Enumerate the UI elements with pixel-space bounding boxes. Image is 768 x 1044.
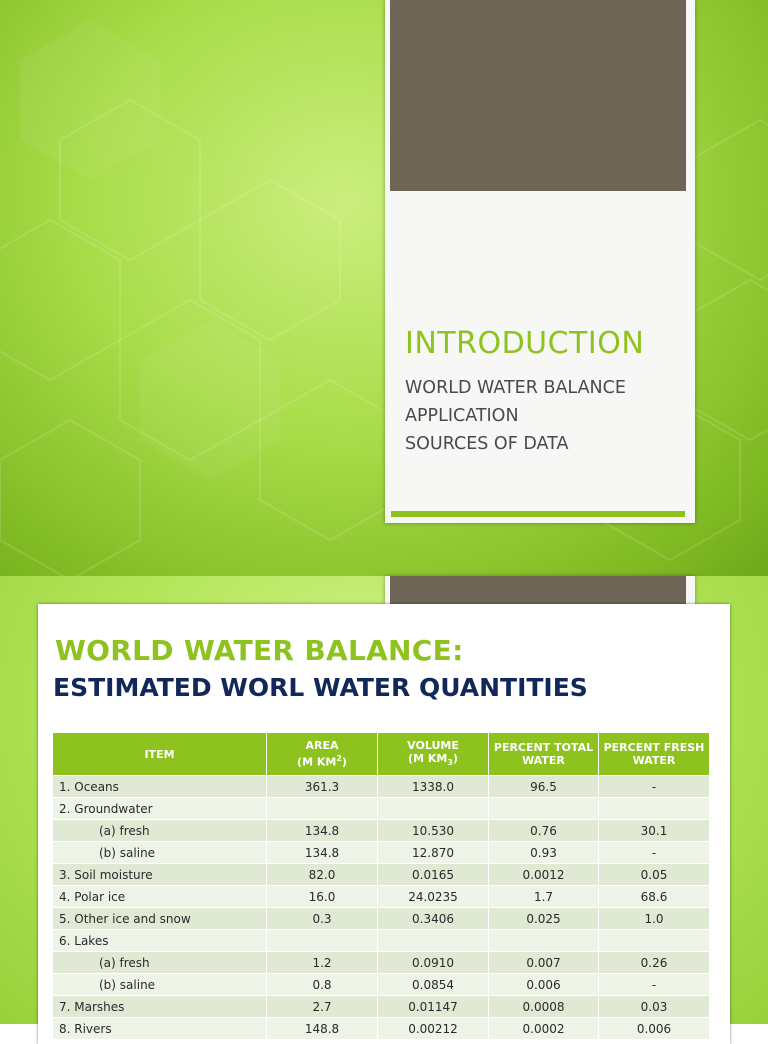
header-item: ITEM xyxy=(53,733,267,776)
header-volume-unit-prefix: (M KM xyxy=(408,751,448,765)
cell-volume: 0.3406 xyxy=(378,908,489,930)
cell-area: 134.8 xyxy=(267,842,378,864)
cell-pct-fresh: 1.0 xyxy=(599,908,710,930)
cell-area: 361.3 xyxy=(267,776,378,798)
accent-bar xyxy=(391,511,685,517)
cell-item: 7. Marshes xyxy=(53,996,267,1018)
cell-pct-total: 0.0002 xyxy=(489,1018,599,1040)
header-percent-fresh: PERCENT FRESH WATER xyxy=(599,733,710,776)
header-percent-total: PERCENT TOTAL WATER xyxy=(489,733,599,776)
table-row xyxy=(53,974,710,996)
cell-volume: 0.0854 xyxy=(378,974,489,996)
cell-item: (a) fresh xyxy=(53,952,267,974)
header-area-unit-prefix: (M KM xyxy=(297,755,337,769)
cell-pct-fresh: 0.03 xyxy=(599,996,710,1018)
header-image-placeholder xyxy=(390,0,686,191)
cell-volume xyxy=(378,930,489,952)
cell-pct-fresh: 0.05 xyxy=(599,864,710,886)
cell-volume: 1338.0 xyxy=(378,776,489,798)
cell-pct-total: 0.0008 xyxy=(489,996,599,1018)
cell-area: 2.7 xyxy=(267,996,378,1018)
table-row xyxy=(53,908,710,930)
header-area xyxy=(267,733,378,776)
header-volume xyxy=(378,733,489,776)
cell-area xyxy=(267,798,378,820)
cell-area xyxy=(267,930,378,952)
cell-item: (b) saline xyxy=(53,974,267,996)
cell-area: 82.0 xyxy=(267,864,378,886)
cell-pct-fresh xyxy=(599,798,710,820)
cell-pct-total: 0.025 xyxy=(489,908,599,930)
cell-pct-fresh: - xyxy=(599,842,710,864)
header-volume-label: VOLUME xyxy=(407,738,459,752)
water-balance-slide xyxy=(0,576,768,1036)
header-area-unit-suffix: ) xyxy=(341,755,347,769)
topic-item: APPLICATION xyxy=(405,406,519,426)
cell-item: 4. Polar ice xyxy=(53,886,267,908)
title-card xyxy=(385,0,695,523)
cell-pct-fresh: 30.1 xyxy=(599,820,710,842)
cell-area: 16.0 xyxy=(267,886,378,908)
table-row xyxy=(53,842,710,864)
cell-pct-total: 0.006 xyxy=(489,974,599,996)
table-row xyxy=(53,886,710,908)
table-body xyxy=(53,776,710,1040)
cell-area: 148.8 xyxy=(267,1018,378,1040)
cell-volume: 12.870 xyxy=(378,842,489,864)
cell-pct-fresh: 0.006 xyxy=(599,1018,710,1040)
table-row xyxy=(53,864,710,886)
cell-area: 134.8 xyxy=(267,820,378,842)
topic-item: SOURCES OF DATA xyxy=(405,434,569,454)
cell-pct-total: 1.7 xyxy=(489,886,599,908)
cell-item: 3. Soil moisture xyxy=(53,864,267,886)
cell-pct-fresh: - xyxy=(599,974,710,996)
cell-pct-fresh: 68.6 xyxy=(599,886,710,908)
cell-pct-fresh: - xyxy=(599,776,710,798)
cell-pct-total: 0.0012 xyxy=(489,864,599,886)
cell-volume: 0.0165 xyxy=(378,864,489,886)
cell-item: 1. Oceans xyxy=(53,776,267,798)
header-volume-unit-sub: 3 xyxy=(447,758,453,768)
topic-list xyxy=(405,374,626,458)
table-header-row xyxy=(53,733,710,776)
cell-item: 2. Groundwater xyxy=(53,798,267,820)
cell-item: 5. Other ice and snow xyxy=(53,908,267,930)
header-area-label: AREA xyxy=(305,739,339,753)
header-volume-unit-suffix: ) xyxy=(452,751,458,765)
cell-pct-total xyxy=(489,798,599,820)
cell-pct-total: 0.007 xyxy=(489,952,599,974)
table-row xyxy=(53,820,710,842)
table-row xyxy=(53,798,710,820)
cell-pct-total xyxy=(489,930,599,952)
cell-volume: 10.530 xyxy=(378,820,489,842)
cell-pct-fresh xyxy=(599,930,710,952)
cell-item: 6. Lakes xyxy=(53,930,267,952)
cell-volume: 0.01147 xyxy=(378,996,489,1018)
slide-title: INTRODUCTION xyxy=(405,326,645,361)
cell-pct-total: 96.5 xyxy=(489,776,599,798)
cell-pct-total: 0.93 xyxy=(489,842,599,864)
table-row xyxy=(53,776,710,798)
cell-volume: 24.0235 xyxy=(378,886,489,908)
cell-pct-total: 0.76 xyxy=(489,820,599,842)
water-quantities-table xyxy=(52,732,710,1040)
slide-subtitle: ESTIMATED WORL WATER QUANTITIES xyxy=(53,673,588,702)
slide-title: WORLD WATER BALANCE: xyxy=(55,634,464,667)
cell-pct-fresh: 0.26 xyxy=(599,952,710,974)
cell-area: 1.2 xyxy=(267,952,378,974)
content-panel xyxy=(38,604,730,1044)
header-area-unit-sup: 2 xyxy=(336,754,342,764)
cell-item: 8. Rivers xyxy=(53,1018,267,1040)
cell-area: 0.3 xyxy=(267,908,378,930)
cell-item: (b) saline xyxy=(53,842,267,864)
cell-volume: 0.0910 xyxy=(378,952,489,974)
table-row xyxy=(53,952,710,974)
table-row xyxy=(53,996,710,1018)
cell-item: (a) fresh xyxy=(53,820,267,842)
cell-area: 0.8 xyxy=(267,974,378,996)
table-row xyxy=(53,1018,710,1040)
topic-item: WORLD WATER BALANCE xyxy=(405,378,626,398)
cell-volume: 0.00212 xyxy=(378,1018,489,1040)
table-row xyxy=(53,930,710,952)
cell-volume xyxy=(378,798,489,820)
